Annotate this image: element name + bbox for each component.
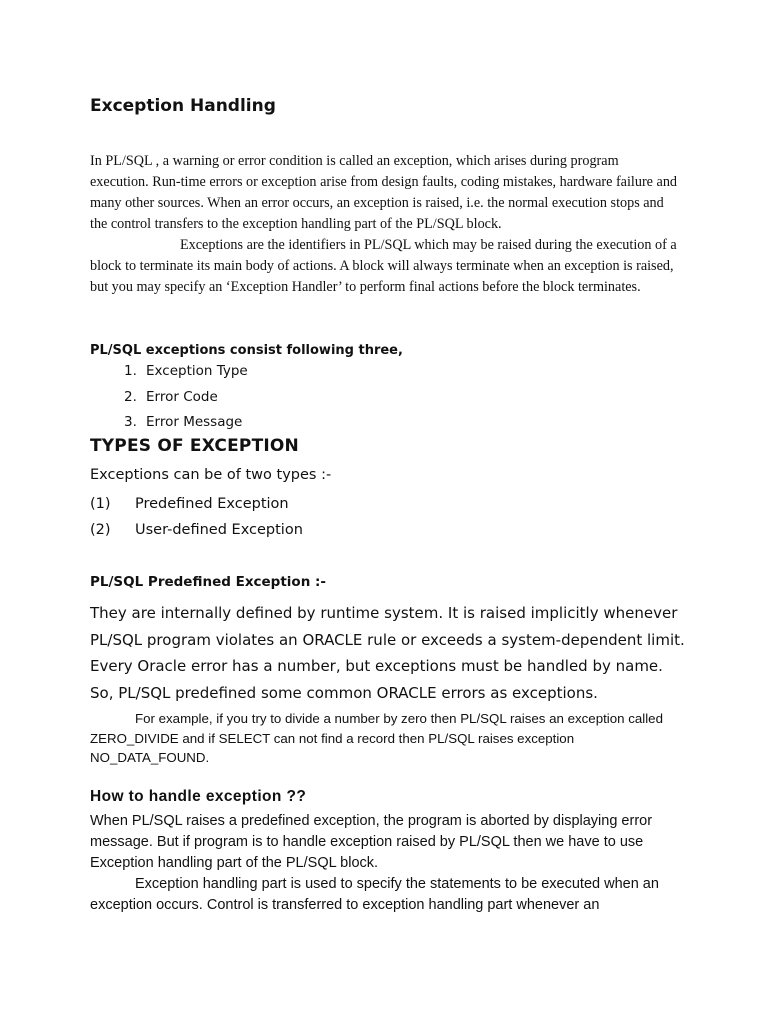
how-to-handle-paragraph <box>90 811 695 916</box>
consist-heading: PL/SQL exceptions consist following three, <box>90 343 403 358</box>
list-item-text: User-defined Exception <box>135 522 303 538</box>
intro-paragraph <box>90 151 680 298</box>
list-item-number: (2) <box>90 522 111 538</box>
example-text: For example, if you try to divide a number by zero then PL/SQL raises an exception called ZERO_DIVIDE and if SELECT can not find a record then PL/SQL raises exception NO_DATA_FOUND. <box>90 711 663 765</box>
intro-paragraph-2: Exceptions are the identifiers in PL/SQL which may be raised during the execution of a block to terminate its main body of actions. A block will always terminate when an exception is raised, but you may specify an ‘Exception Handler’ to perform final actions before the block terminates. <box>90 237 677 295</box>
list-item-text: Error Message <box>146 414 243 430</box>
list-item-text: Predefined Exception <box>135 496 289 512</box>
types-intro: Exceptions can be of two types :- <box>90 467 332 483</box>
list-item-number: 2. <box>124 388 137 405</box>
page-title: Exception Handling <box>90 96 276 116</box>
how-paragraph-1: When PL/SQL raises a predefined exception, the program is aborted by displaying error message. But if program is to handle exception raised by PL/SQL then we have to use Exception handling part of the PL/SQL block. <box>90 813 653 871</box>
list-item-number: 1. <box>124 363 137 379</box>
list-item-text: Error Code <box>146 388 218 405</box>
types-heading: TYPES OF EXCEPTION <box>90 436 299 456</box>
how-paragraph-2: Exception handling part is used to specify the statements to be executed when an exception occurs. Control is transferred to exception handling part whenever an <box>90 876 659 913</box>
predefined-paragraph: They are internally defined by runtime system. It is raised implicitly whenever PL/SQL program violates an ORACLE rule or exceeds a system-dependent limit. Every Oracle error has a number, but exceptions must be handled by name. So, PL/SQL predefined some common ORACLE errors as exceptions. <box>90 604 685 702</box>
list-item-number: 3. <box>124 414 137 430</box>
intro-paragraph-1: In PL/SQL , a warning or error condition is called an exception, which arises during program execution. Run-time errors or exception arise from design faults, coding mistakes, hardware failure and many other sources. When an error occurs, an exception is raised, i.e. the normal execution stops and the control transfers to the exception handling part of the PL/SQL block. <box>90 153 678 232</box>
document-page <box>90 0 690 1024</box>
predefined-heading: PL/SQL Predefined Exception :- <box>90 574 327 590</box>
list-item-text: Exception Type <box>146 363 248 379</box>
example-paragraph <box>90 709 690 768</box>
how-to-handle-heading: How to handle exception ?? <box>90 788 307 805</box>
list-item-number: (1) <box>90 496 111 512</box>
